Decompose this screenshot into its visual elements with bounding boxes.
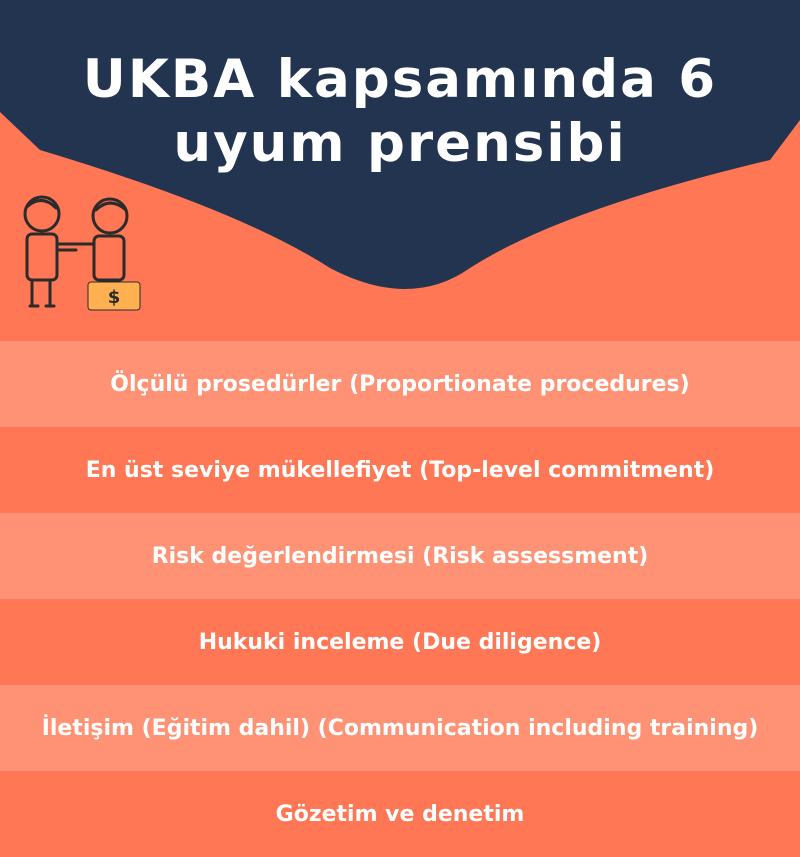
principle-label: Ölçülü prosedürler (Proportionate procedures)	[110, 371, 690, 397]
principle-label: İletişim (Eğitim dahil) (Communication including training)	[41, 715, 759, 741]
principle-label: Hukuki inceleme (Due diligence)	[198, 629, 602, 655]
principle-row	[0, 771, 800, 857]
currency-symbol: $	[107, 287, 121, 308]
title-line-2: uyum prensibi	[173, 113, 627, 174]
page-title	[0, 48, 800, 176]
principle-row	[0, 685, 800, 771]
handshake-bribe-icon	[18, 192, 142, 314]
principle-row	[0, 599, 800, 685]
principles-list	[0, 341, 800, 857]
principle-row	[0, 427, 800, 513]
title-line-1: UKBA kapsamında 6	[82, 49, 718, 110]
principle-label: En üst seviye mükellefiyet (Top-level commitment)	[85, 457, 715, 483]
principle-row	[0, 513, 800, 599]
principle-label: Risk değerlendirmesi (Risk assessment)	[151, 543, 649, 569]
principle-label: Gözetim ve denetim	[275, 801, 525, 827]
principle-row	[0, 341, 800, 427]
